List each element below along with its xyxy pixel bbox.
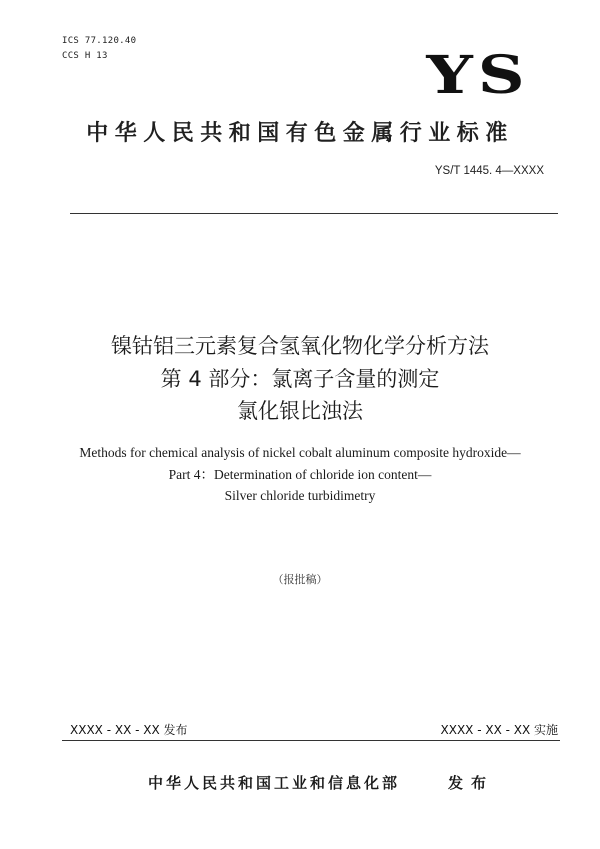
en-title-line-3: Silver chloride turbidimetry xyxy=(224,488,376,503)
draft-label: （报批稿） xyxy=(272,573,328,586)
implement-date: XXXX - XX - XX 实施 xyxy=(440,723,558,737)
en-title-line-2: Part 4：Determination of chloride ion content— xyxy=(168,467,432,482)
publish-date: XXXX - XX - XX 发布 xyxy=(70,723,188,737)
ics-code: ICS 77.120.40 xyxy=(62,36,137,46)
cn-title-line-2: 第 4 部分：氯离子含量的测定 xyxy=(160,367,440,391)
issue-label: 发布 xyxy=(448,774,495,792)
header-divider xyxy=(70,213,558,214)
en-title-line-1: Methods for chemical analysis of nickel cobalt aluminum composite hydroxide— xyxy=(79,445,521,460)
standard-type-heading: 中华人民共和国有色金属行业标准 xyxy=(86,121,514,146)
cn-title-line-1: 镍钴铝三元素复合氢氧化物化学分析方法 xyxy=(111,334,489,358)
footer-divider xyxy=(62,740,560,741)
ys-logo: YS xyxy=(426,45,530,106)
standard-code: YS/T 1445. 4—XXXX xyxy=(434,165,544,177)
issuing-authority: 中华人民共和国工业和信息化部 xyxy=(148,774,401,792)
ccs-code: CCS H 13 xyxy=(62,51,108,61)
cn-title-line-3: 氯化银比浊法 xyxy=(237,399,363,423)
